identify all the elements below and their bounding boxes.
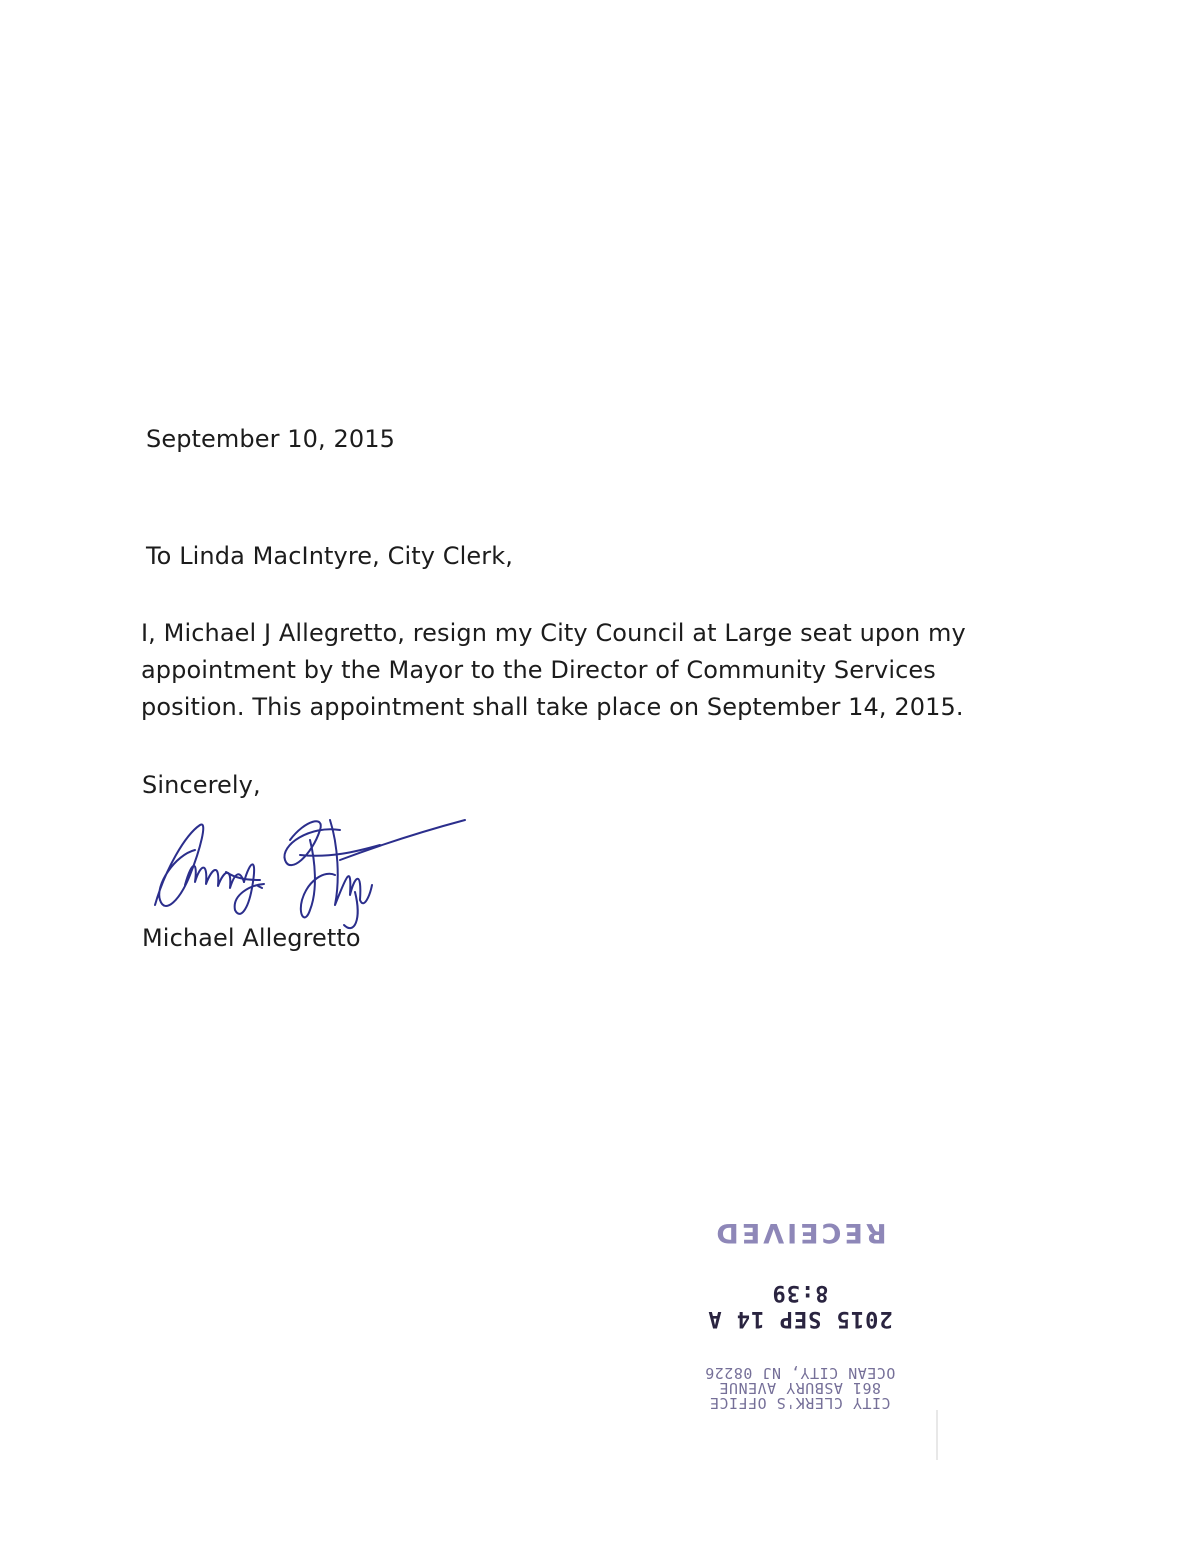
stamp-datetime: 2015 SEP 14 A 8:39 <box>707 1280 893 1331</box>
scan-artifact <box>936 1410 938 1460</box>
received-stamp <box>680 1210 920 1410</box>
letter-closing: Sincerely, <box>142 771 261 799</box>
letter-body-line: appointment by the Mayor to the Director of Community Services <box>141 656 936 684</box>
stamp-address-line: OCEAN CITY, NJ 08226 <box>704 1364 896 1382</box>
letter-body-line: I, Michael J Allegretto, resign my City Council at Large seat upon my <box>141 619 966 647</box>
stamp-address-line: 861 ASBURY AVENUE <box>718 1379 882 1397</box>
signer-name: Michael Allegretto <box>142 924 361 952</box>
stamp-address-line: CITY CLERK'S OFFICE <box>709 1394 891 1412</box>
stamp-received-label: RECEIVED <box>713 1217 887 1248</box>
letter-date: September 10, 2015 <box>146 425 395 453</box>
letter-body-line: position. This appointment shall take place on September 14, 2015. <box>141 693 964 721</box>
letter-salutation: To Linda MacIntyre, City Clerk, <box>146 542 513 570</box>
handwritten-signature <box>140 800 480 950</box>
